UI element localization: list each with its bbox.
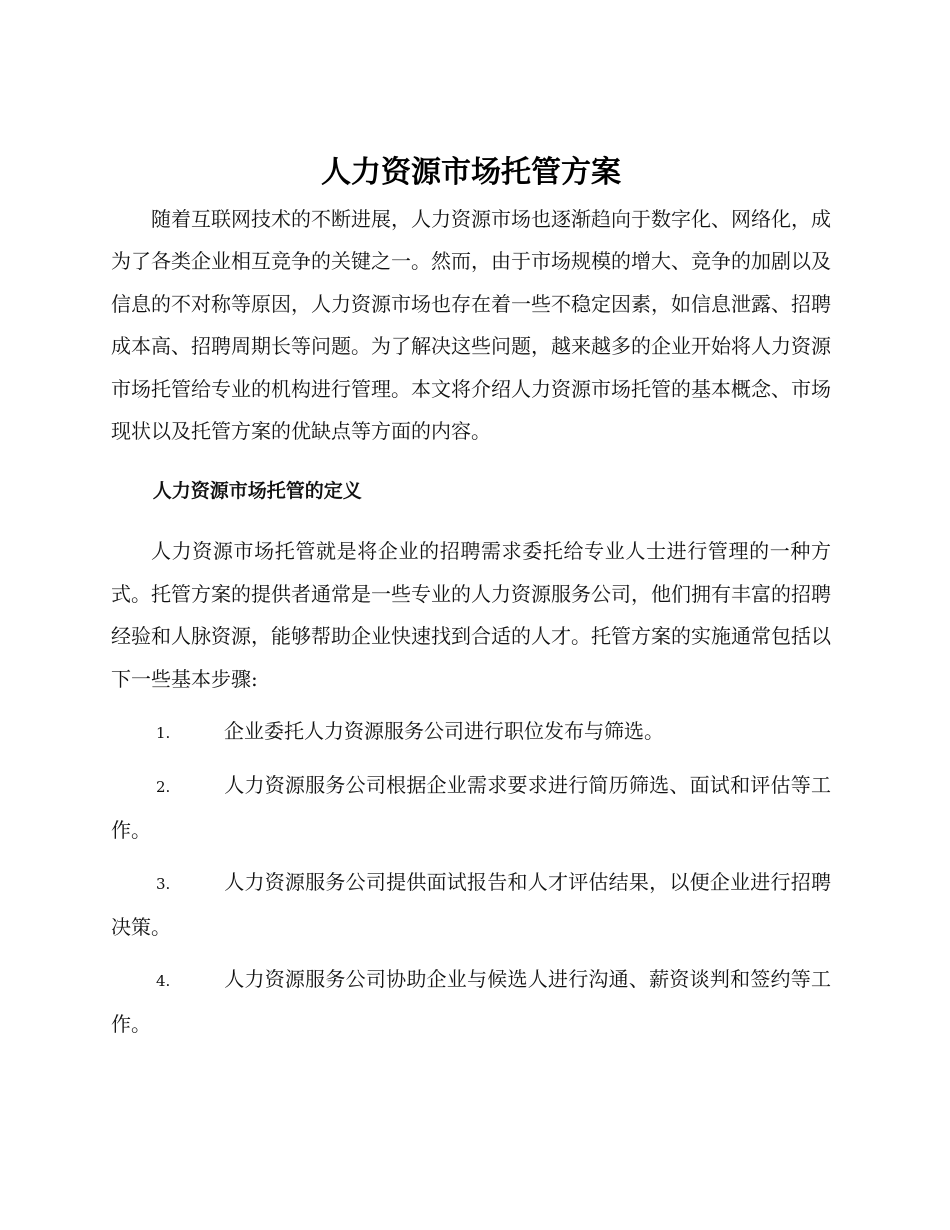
- section-heading: 人力资源市场托管的定义: [152, 480, 362, 503]
- list-item-number: 4.: [156, 972, 171, 991]
- list-item-number: 2.: [156, 778, 171, 797]
- list-item: [111, 764, 831, 851]
- list-item-text: 人力资源服务公司根据企业需求要求进行简历筛选、面试和评估等工作。: [111, 773, 831, 842]
- list-item: [111, 861, 831, 948]
- list-item-number: 3.: [156, 875, 171, 894]
- steps-list: [111, 710, 831, 1045]
- list-item-text: 企业委托人力资源服务公司进行职位发布与筛选。: [224, 719, 664, 744]
- list-item-text: 人力资源服务公司提供面试报告和人才评估结果，以便企业进行招聘决策。: [111, 870, 831, 939]
- section-body-paragraph: 人力资源市场托管就是将企业的招聘需求委托给专业人士进行管理的一种方式。托管方案的提供者通常是一些专业的人力资源服务公司，他们拥有丰富的招聘经验和人脉资源，能够帮助企业快速找到合适的人才。托管方案的实施通常包括以下一些基本步骤:: [111, 539, 831, 691]
- list-item-number: 1.: [156, 724, 171, 743]
- list-item-text: 人力资源服务公司协助企业与候选人进行沟通、薪资谈判和签约等工作。: [111, 967, 831, 1036]
- list-item: [111, 958, 831, 1045]
- intro-paragraph: 随着互联网技术的不断进展，人力资源市场也逐渐趋向于数字化、网络化，成为了各类企业相互竞争的关键之一。然而，由于市场规模的增大、竞争的加剧以及信息的不对称等原因，人力资源市场也存在着一些不稳定因素，如信息泄露、招聘成本高、招聘周期长等问题。为了解决这些问题，越来越多的企业开始将人力资源市场托管给专业的机构进行管理。本文将介绍人力资源市场托管的基本概念、市场现状以及托管方案的优缺点等方面的内容。: [111, 207, 831, 444]
- list-item: [111, 710, 831, 754]
- document-title: 人力资源市场托管方案: [321, 155, 621, 190]
- document-page: [111, 148, 831, 1055]
